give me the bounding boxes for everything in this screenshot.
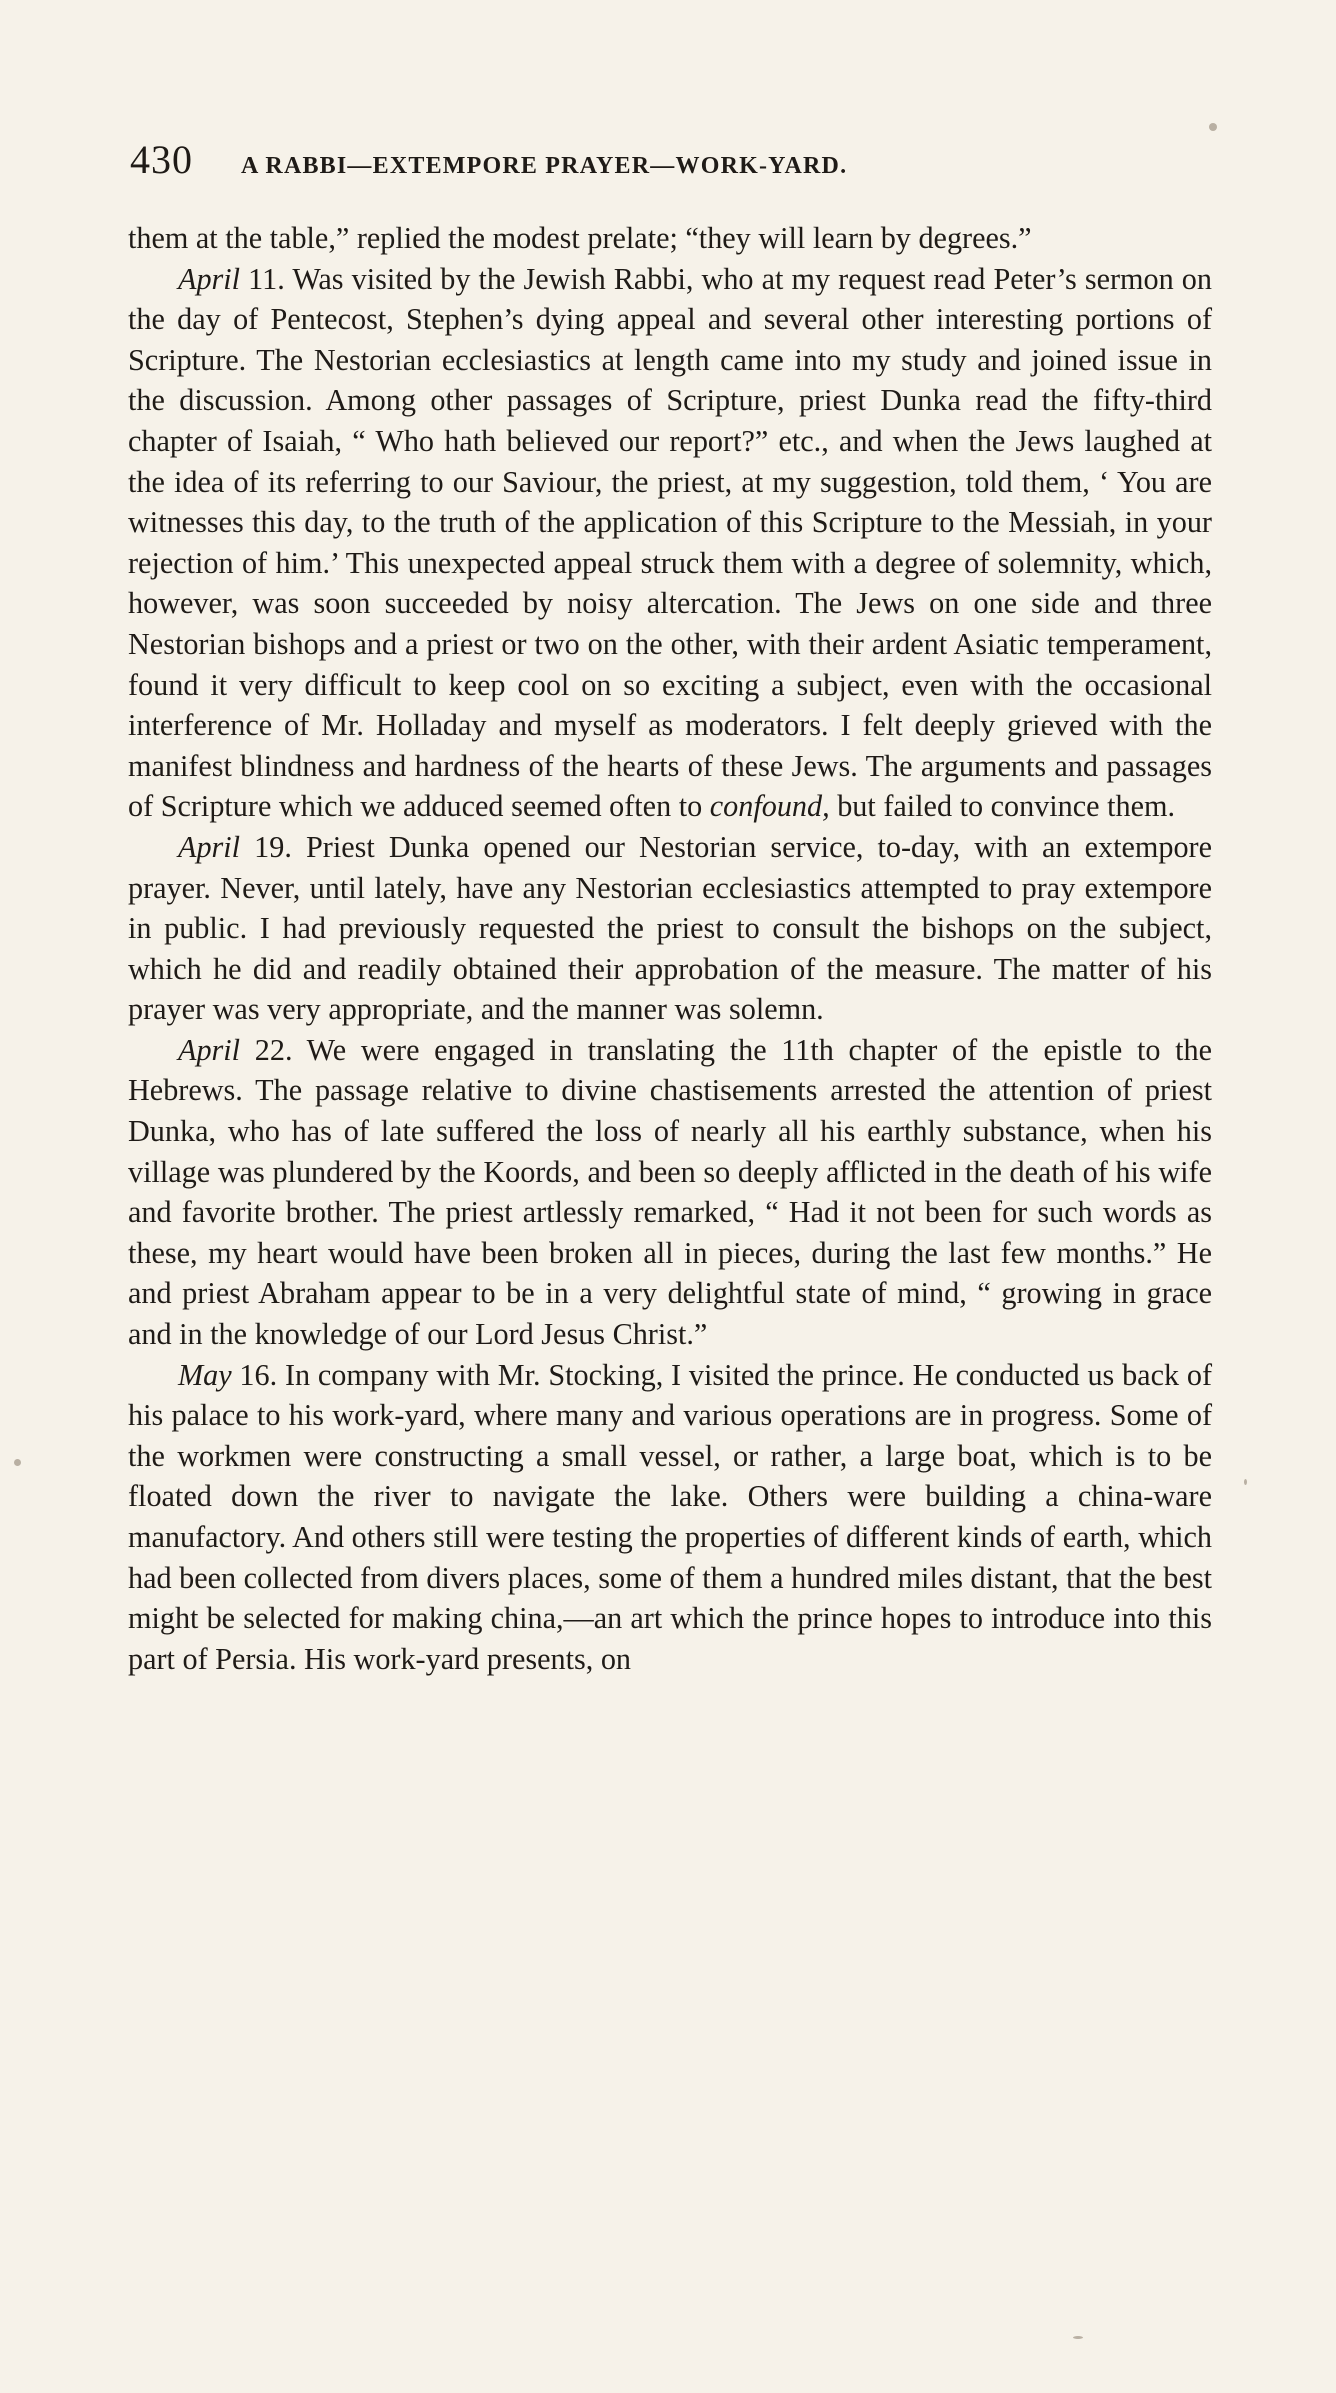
entry-text: Was visited by the Jewish Rabbi, who at my request read Peter’s sermon on the day of Pentecost, Stephen’s dying appeal and several other interesting portions of Scripture. The Nestorian ecclesiastics at length came into my study and joined issue in the discussion. Among other passages of Scripture, priest Dunka read the fifty-third chapter of Isaiah, “ Who hath believed our report?” etc., and when the Jews laughed at the idea of its referring to our Saviour, the priest, at my suggestion, told them, ‘ You are witnesses this day, to the truth of the application of this Scripture to the Messiah, in your rejection of him.’ This unexpected appeal struck them with a degree of solemnity, which, however, was soon succeeded by noisy altercation. The Jews on one side and three Nestorian bishops and a priest or two on the other, with their ardent Asiatic temperament, found it very difficult to keep cool on so exciting a subject, even with the occasional interference of Mr. Holladay and myself as moderators. I felt deeply grieved with the manifest blindness and hardness of the hearts of these Jews. The arguments and passages of Scripture which we adduced seemed often to <box>128 261 1212 824</box>
paragraph-text: them at the table,” replied the modest prelate; “they will learn by degrees.” <box>128 221 1032 255</box>
running-head-title: A RABBI—EXTEMPORE PRAYER—WORK-YARD. <box>241 153 848 179</box>
journal-entry-april-11 <box>128 259 1212 827</box>
running-head <box>130 136 1210 186</box>
paper-speck <box>1073 2336 1083 2339</box>
entry-text: In company with Mr. Stocking, I visited the prince. He conducted us back of his palace to his work-yard, where many and various operations are in progress. Some of the workmen were constructing a small vessel, or rather, a large boat, which is to be floated down the river to navigate the lake. Others were building a china-ware manufactory. And others still were testing the properties of different kinds of earth, which had been collected from divers places, some of them a hundred miles distant, that the best might be selected for making china,—an art which the prince hopes to introduce into this part of Persia. His work-yard presents, on <box>128 1357 1213 1676</box>
entry-date-day: 11. <box>240 261 285 296</box>
entry-date-month: April <box>178 261 241 296</box>
body-text <box>128 218 1212 1679</box>
paper-speck <box>1209 123 1217 131</box>
entry-text-tail: but failed to convince them. <box>829 789 1176 824</box>
entry-date-month: May <box>178 1357 232 1392</box>
entry-date-month: April <box>178 829 241 864</box>
journal-entry-may-16 <box>128 1355 1212 1680</box>
paragraph-continued <box>128 218 1212 259</box>
journal-entry-april-19 <box>128 827 1212 1030</box>
entry-text: Priest Dunka opened our Nestorian service, to-day, with an extempore prayer. Never, until lately, have any Nestorian ecclesiastics attempted to pray extempore in public. I had previously requested the priest to consult the bishops on the subject, which he did and readily obtained their approbation of the measure. The matter of his prayer was very appropriate, and the manner was solemn. <box>128 829 1213 1027</box>
entry-date-day: 19. <box>240 829 292 864</box>
entry-text: We were engaged in translating the 11th chapter of the epistle to the Hebrews. The passage relative to divine chastisements arrested the attention of priest Dunka, who has of late suffered the loss of nearly all his earthly substance, when his village was plundered by the Koords, and been so deeply afflicted in the death of his wife and favorite brother. The priest artlessly remarked, “ Had it not been for such words as these, my heart would have been broken all in pieces, during the last few months.” He and priest Abraham appear to be in a very delightful state of mind, “ growing in grace and in the knowledge of our Lord Jesus Christ.” <box>128 1032 1213 1352</box>
entry-date-day: 22. <box>240 1032 293 1067</box>
paper-speck <box>14 1459 21 1466</box>
entry-emphasis: confound, <box>709 789 830 824</box>
page-number: 430 <box>130 137 193 182</box>
paper-speck <box>1244 1479 1247 1485</box>
journal-entry-april-22 <box>128 1030 1212 1355</box>
entry-date-day: 16. <box>231 1357 278 1392</box>
entry-date-month: April <box>178 1032 241 1067</box>
